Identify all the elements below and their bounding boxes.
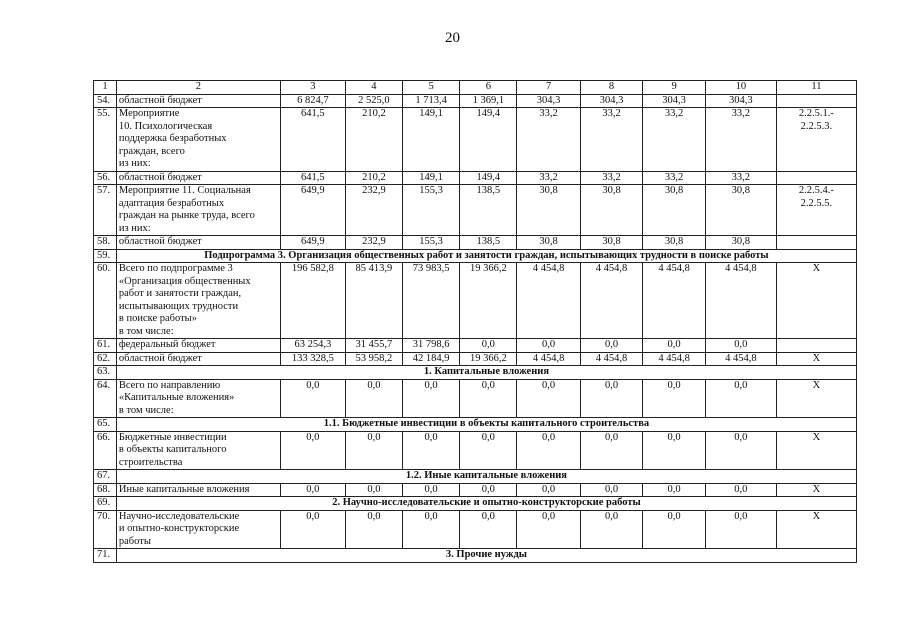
value-cell: 304,3 [643,94,706,108]
value-cell: 649,9 [280,185,345,236]
value-cell: 0,0 [643,431,706,470]
value-cell: 0,0 [402,431,459,470]
table-row [94,263,857,339]
value-cell: 1 369,1 [460,94,517,108]
value-cell: 133 328,5 [280,352,345,366]
value-cell: 0,0 [517,339,580,353]
row-number: 63. [94,366,117,380]
code-cell: X [776,379,856,418]
section-row [94,418,857,432]
row-name: областной бюджет [116,236,280,250]
table-row [94,379,857,418]
row-number: 67. [94,470,117,484]
header-cell: 1 [94,81,117,95]
value-cell: 196 582,8 [280,263,345,339]
value-cell: 53 958,2 [345,352,402,366]
value-cell: 0,0 [460,483,517,497]
value-cell: 0,0 [705,379,776,418]
row-number: 69. [94,497,117,511]
header-cell: 10 [705,81,776,95]
row-number: 57. [94,185,117,236]
header-cell: 11 [776,81,856,95]
value-cell: 0,0 [280,379,345,418]
value-cell: 0,0 [517,483,580,497]
header-cell: 4 [345,81,402,95]
header-cell: 8 [580,81,643,95]
value-cell: 30,8 [517,236,580,250]
value-cell: 0,0 [402,379,459,418]
table-row [94,339,857,353]
value-cell: 0,0 [517,379,580,418]
row-number: 58. [94,236,117,250]
value-cell: 0,0 [345,483,402,497]
value-cell: 0,0 [643,339,706,353]
section-row [94,470,857,484]
value-cell: 0,0 [280,483,345,497]
row-number: 71. [94,549,117,563]
value-cell: 1 713,4 [402,94,459,108]
header-cell: 7 [517,81,580,95]
code-cell [776,339,856,353]
section-row [94,249,857,263]
value-cell: 155,3 [402,185,459,236]
value-cell: 31 455,7 [345,339,402,353]
value-cell: 155,3 [402,236,459,250]
row-number: 54. [94,94,117,108]
row-name: областной бюджет [116,352,280,366]
value-cell: 33,2 [517,171,580,185]
budget-table [93,80,857,563]
code-cell: X [776,431,856,470]
code-cell: X [776,263,856,339]
table-row [94,236,857,250]
value-cell: 30,8 [643,236,706,250]
code-cell: 2.2.5.4.- 2.2.5.5. [776,185,856,236]
value-cell: 0,0 [460,510,517,549]
value-cell: 0,0 [580,379,643,418]
value-cell: 0,0 [580,483,643,497]
value-cell: 304,3 [580,94,643,108]
code-cell: X [776,510,856,549]
code-cell: 2.2.5.1.- 2.2.5.3. [776,108,856,172]
value-cell: 138,5 [460,185,517,236]
value-cell: 30,8 [643,185,706,236]
code-cell [776,236,856,250]
section-title: Подпрограмма 3. Организация общественных работ и занятости граждан, испытывающих трудности в поиске работы [116,249,856,263]
value-cell: 149,1 [402,171,459,185]
value-cell: 30,8 [517,185,580,236]
row-name: Мероприятие 10. Психологическая поддержка безработных граждан, всего из них: [116,108,280,172]
value-cell: 31 798,6 [402,339,459,353]
value-cell: 149,4 [460,171,517,185]
row-name: Всего по направлению «Капитальные вложения» в том числе: [116,379,280,418]
value-cell: 0,0 [345,431,402,470]
value-cell: 649,9 [280,236,345,250]
header-cell: 5 [402,81,459,95]
row-name: Иные капитальные вложения [116,483,280,497]
section-row [94,549,857,563]
value-cell: 0,0 [705,339,776,353]
value-cell: 4 454,8 [580,352,643,366]
value-cell: 30,8 [580,236,643,250]
value-cell: 0,0 [580,431,643,470]
value-cell: 0,0 [580,510,643,549]
section-title: 1.2. Иные капитальные вложения [116,470,856,484]
table-row [94,94,857,108]
code-cell [776,171,856,185]
row-name: Бюджетные инвестиции в объекты капитального строительства [116,431,280,470]
value-cell: 63 254,3 [280,339,345,353]
row-name: областной бюджет [116,171,280,185]
header-cell: 3 [280,81,345,95]
value-cell: 0,0 [460,431,517,470]
row-number: 68. [94,483,117,497]
value-cell: 0,0 [643,483,706,497]
value-cell: 0,0 [280,510,345,549]
page-number: 20 [445,30,460,46]
value-cell: 30,8 [705,185,776,236]
row-name: Мероприятие 11. Социальная адаптация безработных граждан на рынке труда, всего из них: [116,185,280,236]
row-name: федеральный бюджет [116,339,280,353]
section-title: 1.1. Бюджетные инвестиции в объекты капитального строительства [116,418,856,432]
section-title: 2. Научно-исследовательские и опытно-конструкторские работы [116,497,856,511]
value-cell: 33,2 [517,108,580,172]
table-row [94,483,857,497]
value-cell: 304,3 [517,94,580,108]
value-cell: 149,1 [402,108,459,172]
section-title: 3. Прочие нужды [116,549,856,563]
table-row [94,108,857,172]
value-cell: 19 366,2 [460,263,517,339]
table-row [94,171,857,185]
row-number: 64. [94,379,117,418]
value-cell: 210,2 [345,108,402,172]
row-number: 65. [94,418,117,432]
value-cell: 19 366,2 [460,352,517,366]
row-number: 55. [94,108,117,172]
value-cell: 33,2 [643,171,706,185]
row-number: 60. [94,263,117,339]
value-cell: 304,3 [705,94,776,108]
value-cell: 0,0 [643,379,706,418]
table-row [94,510,857,549]
value-cell: 30,8 [580,185,643,236]
row-number: 70. [94,510,117,549]
value-cell: 0,0 [280,431,345,470]
code-cell: X [776,352,856,366]
value-cell: 30,8 [705,236,776,250]
value-cell: 4 454,8 [705,263,776,339]
section-row [94,366,857,380]
row-number: 66. [94,431,117,470]
value-cell: 232,9 [345,236,402,250]
value-cell: 641,5 [280,108,345,172]
code-cell: X [776,483,856,497]
value-cell: 33,2 [643,108,706,172]
value-cell: 0,0 [345,379,402,418]
code-cell [776,94,856,108]
value-cell: 0,0 [460,379,517,418]
value-cell: 2 525,0 [345,94,402,108]
value-cell: 4 454,8 [517,263,580,339]
value-cell: 0,0 [643,510,706,549]
row-number: 59. [94,249,117,263]
row-name: областной бюджет [116,94,280,108]
header-cell: 9 [643,81,706,95]
table-row [94,431,857,470]
value-cell: 0,0 [402,483,459,497]
value-cell: 85 413,9 [345,263,402,339]
table-row [94,185,857,236]
value-cell: 0,0 [580,339,643,353]
value-cell: 73 983,5 [402,263,459,339]
value-cell: 4 454,8 [580,263,643,339]
value-cell: 232,9 [345,185,402,236]
value-cell: 4 454,8 [517,352,580,366]
value-cell: 0,0 [517,431,580,470]
row-name: Научно-исследовательские и опытно-конструкторские работы [116,510,280,549]
value-cell: 641,5 [280,171,345,185]
row-number: 56. [94,171,117,185]
value-cell: 6 824,7 [280,94,345,108]
value-cell: 4 454,8 [643,263,706,339]
value-cell: 4 454,8 [705,352,776,366]
value-cell: 33,2 [580,108,643,172]
value-cell: 0,0 [517,510,580,549]
value-cell: 33,2 [705,108,776,172]
row-number: 62. [94,352,117,366]
header-cell: 6 [460,81,517,95]
value-cell: 33,2 [580,171,643,185]
header-cell: 2 [116,81,280,95]
section-title: 1. Капитальные вложения [116,366,856,380]
value-cell: 4 454,8 [643,352,706,366]
table-header-row [94,81,857,95]
value-cell: 0,0 [460,339,517,353]
row-name: Всего по подпрограмме 3 «Организация общественных работ и занятости граждан, испытывающих трудности в поиске работы» в том числе: [116,263,280,339]
value-cell: 0,0 [705,483,776,497]
table-row [94,352,857,366]
value-cell: 33,2 [705,171,776,185]
value-cell: 138,5 [460,236,517,250]
value-cell: 42 184,9 [402,352,459,366]
value-cell: 0,0 [345,510,402,549]
value-cell: 0,0 [402,510,459,549]
section-row [94,497,857,511]
value-cell: 0,0 [705,510,776,549]
value-cell: 149,4 [460,108,517,172]
value-cell: 0,0 [705,431,776,470]
row-number: 61. [94,339,117,353]
value-cell: 210,2 [345,171,402,185]
